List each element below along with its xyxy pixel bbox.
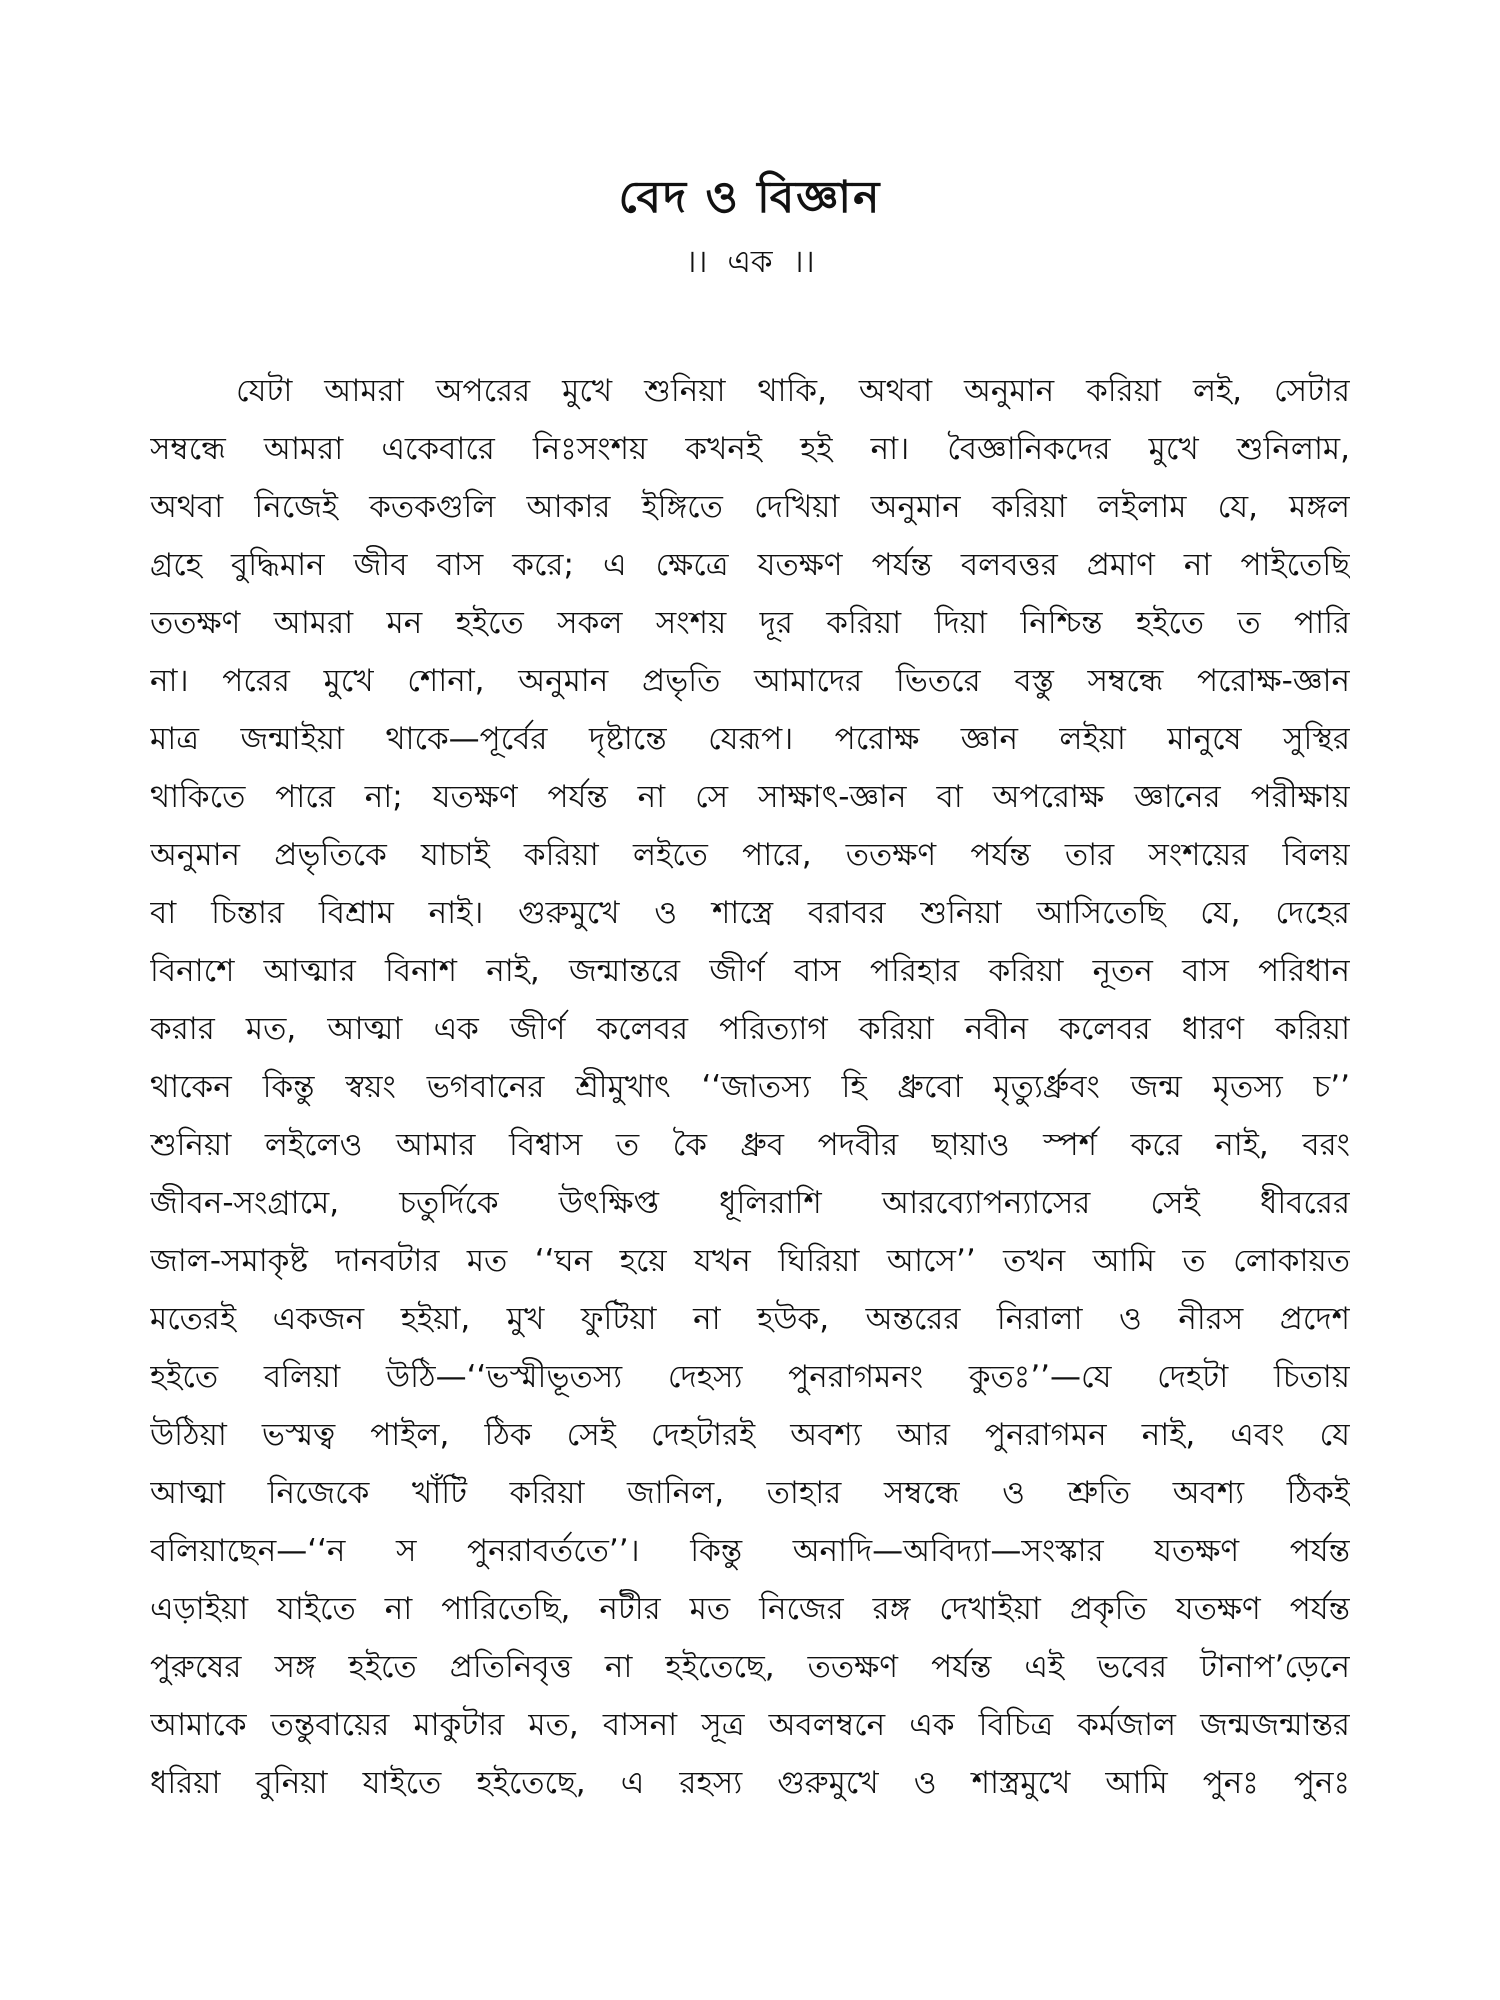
body-paragraph xyxy=(150,362,1350,1812)
text-line: করার মত, আত্মা এক জীর্ণ কলেবর পরিত্যাগ করিয়া নবীন কলেবর ধারণ করিয়া xyxy=(150,1011,1350,1047)
chapter-number: ।। এক ।। xyxy=(685,244,815,280)
text-line: ততক্ষণ আমরা মন হইতে সকল সংশয় দূর করিয়া দিয়া নিশ্চিন্ত হইতে ত পারি xyxy=(150,605,1350,641)
text-line: শুনিয়া লইলেও আমার বিশ্বাস ত কৈ ধ্রুব পদবীর ছায়াও স্পর্শ করে নাই, বরং xyxy=(150,1127,1350,1163)
text-line: জীবন-সংগ্রামে, চতুর্দিকে উৎক্ষিপ্ত ধূলিরাশি আরব্যোপন্যাসের সেই ধীবরের xyxy=(150,1185,1350,1221)
text-line: আমাকে তন্তুবায়ের মাকুটার মত, বাসনা সূত্র অবলম্বনে এক বিচিত্র কর্মজাল জন্মজন্মান্তর xyxy=(150,1707,1350,1743)
text-line: বা চিন্তার বিশ্রাম নাই। গুরুমুখে ও শাস্ত্রে বরাবর শুনিয়া আসিতেছি যে, দেহের xyxy=(150,895,1350,931)
text-line: থাকিতে পারে না; যতক্ষণ পর্যন্ত না সে সাক্ষাৎ-জ্ঞান বা অপরোক্ষ জ্ঞানের পরীক্ষায় xyxy=(150,779,1350,815)
text-line: হইতে বলিয়া উঠি—‘‘ভস্মীভূতস্য দেহস্য পুনরাগমনং কুতঃ’’—যে দেহটা চিতায় xyxy=(150,1359,1350,1395)
page-title: বেদ ও বিজ্ঞান xyxy=(618,172,882,223)
text-line: আত্মা নিজেকে খাঁটি করিয়া জানিল, তাহার সম্বন্ধে ও শ্রুতি অবশ্য ঠিকই xyxy=(150,1475,1350,1511)
text-line: বিনাশে আত্মার বিনাশ নাই, জন্মান্তরে জীর্ণ বাস পরিহার করিয়া নূতন বাস পরিধান xyxy=(150,953,1350,989)
text-line: থাকেন কিন্তু স্বয়ং ভগবানের শ্রীমুখাৎ ‘‘জাতস্য হি ধ্রুবো মৃত্যুর্ধ্রুবং জন্ম মৃতস্য চ’’ xyxy=(150,1069,1350,1105)
text-line: সম্বন্ধে আমরা একেবারে নিঃসংশয় কখনই হই না। বৈজ্ঞানিকদের মুখে শুনিলাম, xyxy=(150,431,1350,467)
text-line: ধরিয়া বুনিয়া যাইতে হইতেছে, এ রহস্য গুরুমুখে ও শাস্ত্রমুখে আমি পুনঃ পুনঃ xyxy=(150,1765,1350,1801)
text-line: এড়াইয়া যাইতে না পারিতেছি, নটীর মত নিজের রঙ্গ দেখাইয়া প্রকৃতি যতক্ষণ পর্যন্ত xyxy=(150,1591,1350,1627)
text-line: জাল-সমাকৃষ্ট দানবটার মত ‘‘ঘন হয়ে যখন ঘিরিয়া আসে’’ তখন আমি ত লোকায়ত xyxy=(150,1243,1350,1279)
text-line: উঠিয়া ভস্মত্ব পাইল, ঠিক সেই দেহটারই অবশ্য আর পুনরাগমন নাই, এবং যে xyxy=(150,1417,1350,1453)
text-line: অথবা নিজেই কতকগুলি আকার ইঙ্গিতে দেখিয়া অনুমান করিয়া লইলাম যে, মঙ্গল xyxy=(150,489,1350,525)
text-line: বলিয়াছেন—‘‘ন স পুনরাবর্ততে’’। কিন্তু অনাদি—অবিদ্যা—সংস্কার যতক্ষণ পর্যন্ত xyxy=(150,1533,1350,1569)
text-line: অনুমান প্রভৃতিকে যাচাই করিয়া লইতে পারে, ততক্ষণ পর্যন্ত তার সংশয়ের বিলয় xyxy=(150,837,1350,873)
text-line: পুরুষের সঙ্গ হইতে প্রতিনিবৃত্ত না হইতেছে, ততক্ষণ পর্যন্ত এই ভবের টানাপ’ড়েনে xyxy=(150,1649,1350,1685)
text-line: মাত্র জন্মাইয়া থাকে—পূর্বের দৃষ্টান্তে যেরূপ। পরোক্ষ জ্ঞান লইয়া মানুষে সুস্থির xyxy=(150,721,1350,757)
text-line: না। পরের মুখে শোনা, অনুমান প্রভৃতি আমাদের ভিতরে বস্তু সম্বন্ধে পরোক্ষ-জ্ঞান xyxy=(150,663,1350,699)
text-line: যেটা আমরা অপরের মুখে শুনিয়া থাকি, অথবা অনুমান করিয়া লই, সেটার xyxy=(236,373,1350,409)
text-line: মতেরই একজন হইয়া, মুখ ফুটিয়া না হউক, অন্তরের নিরালা ও নীরস প্রদেশ xyxy=(150,1301,1350,1337)
text-line: গ্রহে বুদ্ধিমান জীব বাস করে; এ ক্ষেত্রে যতক্ষণ পর্যন্ত বলবত্তর প্রমাণ না পাইতেছি xyxy=(150,547,1350,583)
